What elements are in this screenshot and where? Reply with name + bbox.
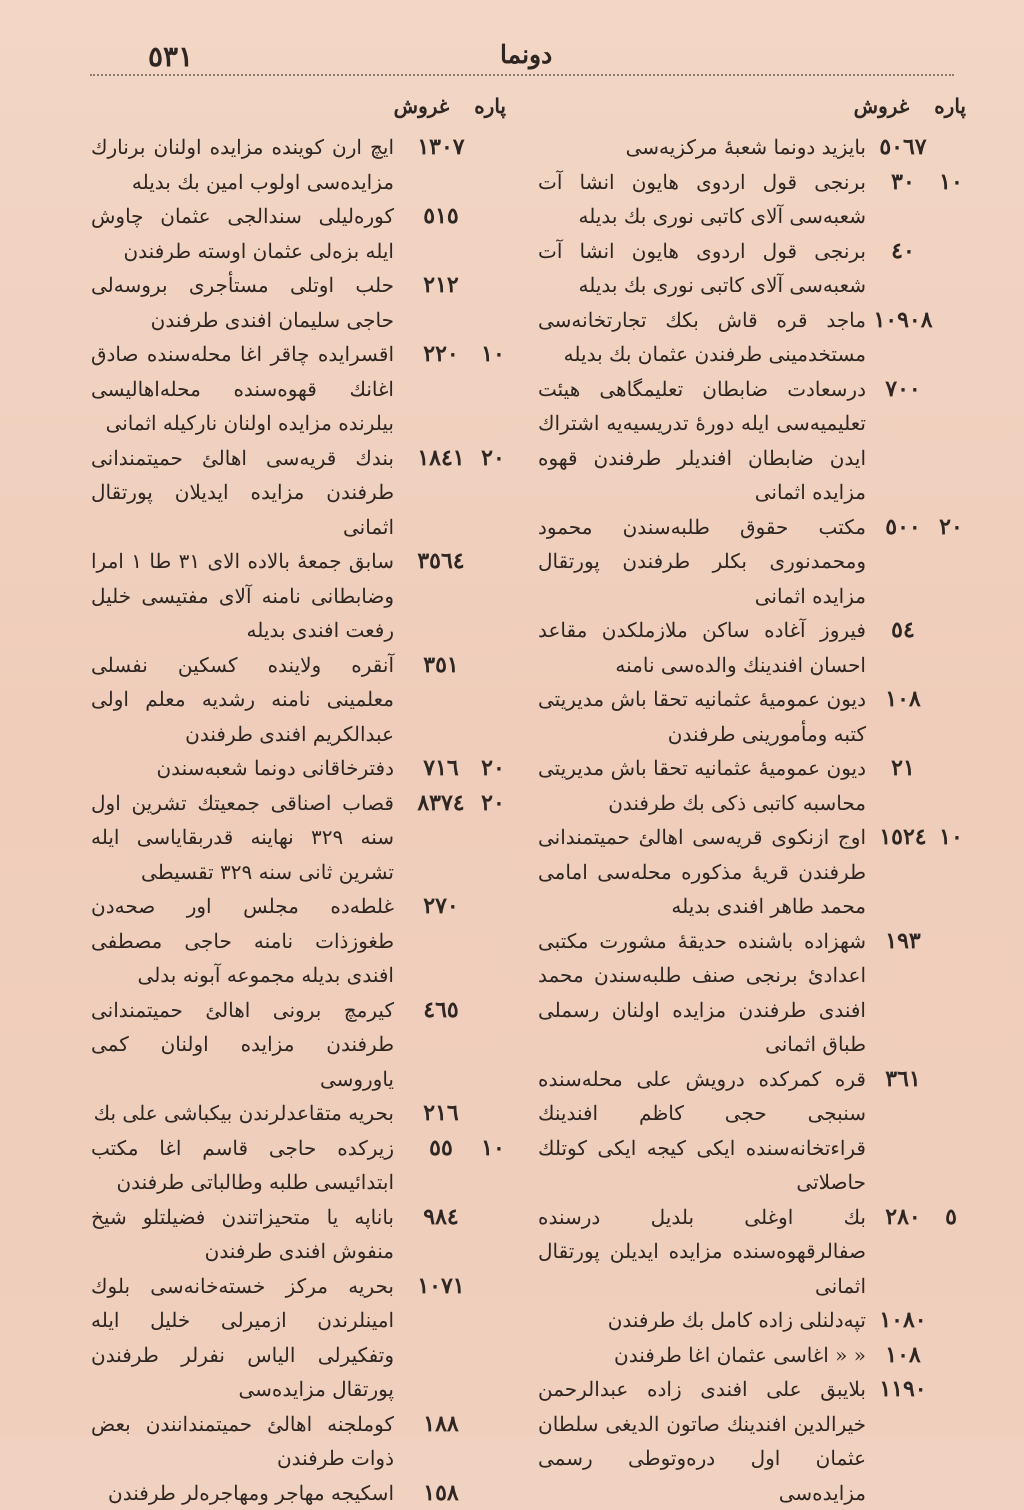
donation-entry xyxy=(538,924,966,1062)
page-header xyxy=(90,32,954,76)
donor-description: کوره‌لیلی سندالجی عثمان چاوش ایله‌ بزه‌لی عثمان اوسته طرفندن xyxy=(91,199,394,268)
kurus-amount: ٥٤ xyxy=(866,613,940,648)
kurus-amount: ٥٠٦٧ xyxy=(866,130,940,165)
kurus-amount: ١٣٠٧ xyxy=(404,130,478,165)
kurus-amount: ٢١ xyxy=(866,751,940,786)
donor-description: بحریه مرکز خسته‌خانه‌سی بلوك امینلرندن ازمیرلی خلیل ایله وتفکیرلی الیاس نفرلر طرفندن پورتقال مزایده‌سی xyxy=(91,1269,394,1407)
para-amount: ٢٠ xyxy=(480,786,506,821)
kurus-unit-label: غروش xyxy=(394,94,450,118)
entries-list xyxy=(538,130,966,1510)
donation-entry xyxy=(538,1200,966,1304)
donation-entry xyxy=(91,337,506,441)
kurus-amount: ٨٣٧٤ xyxy=(404,786,478,821)
kurus-amount: ١٠٨٠ xyxy=(866,1303,940,1338)
kurus-amount: ١٩٣ xyxy=(866,924,940,959)
kurus-amount: ٢٢٠ xyxy=(404,337,478,372)
donation-entry xyxy=(538,682,966,751)
kurus-amount: ١٠٩٠٨ xyxy=(866,303,940,338)
donation-entry xyxy=(91,1407,506,1476)
donation-entry xyxy=(91,1096,506,1131)
donation-entry xyxy=(91,268,506,337)
donor-description: دیون عمومیهٔ عثمانیه تحقا باش مدیریتی کتبه ومأمورینی طرفندن xyxy=(538,682,866,751)
donor-description: بندك قریه‌سی اهالئ حمیتمندانی طرفندن مزایده ایدیلان پورتقال اثمانی xyxy=(91,441,394,545)
donation-entry xyxy=(538,1062,966,1200)
entries-list xyxy=(91,130,506,1510)
donation-entry xyxy=(91,648,506,752)
kurus-unit-label: غروش xyxy=(854,94,910,118)
donor-description: زیرکده حاجی قاسم اغا مکتب ابتدائیسی طلبه وطالباتی طرفندن xyxy=(91,1131,394,1200)
page-number: ٥٣١ xyxy=(148,40,193,73)
donation-entry xyxy=(91,1131,506,1200)
kurus-amount: ١٠٨ xyxy=(866,1338,940,1373)
donor-description: « « اغاسی عثمان اغا طرفندن xyxy=(538,1338,866,1373)
para-amount: ٢٠ xyxy=(480,441,506,476)
donor-description: بحریه متقاعدلرندن بیکباشی علی بك xyxy=(91,1096,394,1131)
donor-description: برنجی قول اردوی هایون انشا آت شعبه‌سی آلای کاتبی نوری بك بدیله xyxy=(538,234,866,303)
kurus-amount: ٢٧٠ xyxy=(404,889,478,924)
header-divider xyxy=(90,74,954,76)
para-amount: ١٠ xyxy=(480,337,506,372)
donor-description: باناپه یا متحیزاتندن فضیلتلو شیخ منفوش افندی طرفندن xyxy=(91,1200,394,1269)
donor-description: غلطه‌ده مجلس اور صحه‌دن طغوزذات نامنه حاجی مصطفی افندی بدیله مجموعه آبونه بدلی xyxy=(91,889,394,993)
kurus-amount: ١٥٢٤ xyxy=(866,820,940,855)
donor-description: ماجد قره قاش بکك تجارتخانه‌سی مستخدمینی طرفندن عثمان بك بدیله xyxy=(538,303,866,372)
kurus-amount: ٤٠ xyxy=(866,234,940,269)
kurus-amount: ٢١٢ xyxy=(404,268,478,303)
donation-entry xyxy=(538,1372,966,1510)
donation-entry xyxy=(91,1476,506,1510)
kurus-amount: ٣٠ xyxy=(866,165,940,200)
donor-description: دفترخاقانی دونما شعبه‌سندن xyxy=(91,751,394,786)
donation-entry xyxy=(91,751,506,786)
para-unit-label: پاره xyxy=(474,94,506,118)
donation-entry xyxy=(91,130,506,199)
donor-description: اسکیجه مهاجر ومهاجرەلر طرفندن xyxy=(91,1476,394,1510)
donation-entry xyxy=(91,199,506,268)
right-column xyxy=(538,94,966,1510)
donor-description: آنقره ولاینده کسکین نفسلی معلمینی نامنه رشدیه معلم اولی عبدالکریم افندی طرفندن xyxy=(91,648,394,752)
kurus-amount: ١٠٧١ xyxy=(404,1269,478,1304)
donor-description: دیون عمومیهٔ عثمانیه تحقا باش مدیریتی محاسبه کاتبی ذکی بك طرفندن xyxy=(538,751,866,820)
kurus-amount: ٥١٥ xyxy=(404,199,478,234)
donor-description: بایزید دونما شعبهٔ مرکزیه‌سی xyxy=(538,130,866,165)
donor-description: تپه‌دلنلی زاده کامل بك طرفندن xyxy=(538,1303,866,1338)
donor-description: سابق جمعهٔ بالاده الای ٣١ طا ١ امرا وضابطانی نامنه آلای مفتیسی خلیل رفعت افندی بدیله xyxy=(91,544,394,648)
donation-entry xyxy=(538,510,966,614)
para-amount: ٢٠ xyxy=(480,751,506,786)
kurus-amount: ٣٥١ xyxy=(404,648,478,683)
kurus-amount: ١٨٨ xyxy=(404,1407,478,1442)
column-header xyxy=(91,94,506,130)
donor-description: اقسرایده چاقر اغا محله‌سنده صادق اغانك قهوه‌سنده محله‌اهالیسی بیلرنده مزایده اولنان نارکیله اثمانی xyxy=(91,337,394,441)
donor-description: فیروز آغاده ساکن ملازملکدن مقاعد احسان افندینك والده‌سی نامنه xyxy=(538,613,866,682)
column-header xyxy=(538,94,966,130)
para-amount: ٥ xyxy=(938,1200,964,1235)
donor-description: کیرمچ برونی اهالئ حمیتمندانی طرفندن مزایده اولنان کمی یاوروسی xyxy=(91,993,394,1097)
donor-description: قصاب اصناقی جمعیتك تشرین اول سنه ٣٢٩ نهاینه قدربقایاسی ایله تشرین ثانی سنه ٣٢٩ تقسیطی xyxy=(91,786,394,890)
para-unit-label: پاره xyxy=(934,94,966,118)
para-amount: ١٠ xyxy=(480,1131,506,1166)
left-column xyxy=(91,94,506,1510)
donation-entry xyxy=(538,1303,966,1338)
donor-description: بك اوغلی بلدیل درسنده صفالرقهوه‌سنده مزایده ایدیلن پورتقال اثمانی xyxy=(538,1200,866,1304)
donation-entry xyxy=(91,544,506,648)
donation-entry xyxy=(91,786,506,890)
kurus-amount: ١٥٨ xyxy=(404,1476,478,1510)
kurus-amount: ٧١٦ xyxy=(404,751,478,786)
kurus-amount: ٣٦١ xyxy=(866,1062,940,1097)
donor-description: ایچ ارن کوینده مزایده اولنان برنارك مزایده‌سی اولوب امین بك بدیله xyxy=(91,130,394,199)
donation-entry xyxy=(538,820,966,924)
donor-description: قره کمرکده درویش علی محله‌سنده سنبجی حجی کاظم افندینك قراءتخانه‌سنده ایکی کیجه ایکی کوتلك حاصلاتی xyxy=(538,1062,866,1200)
donation-entry xyxy=(91,889,506,993)
kurus-amount: ٤٦٥ xyxy=(404,993,478,1028)
donation-entry xyxy=(538,165,966,234)
donation-entry xyxy=(538,1338,966,1373)
donor-description: بلایبق علی افندی زاده عبدالرحمن خیرالدین افندینك صاتون الدیغی سلطان عثمان اول دره‌وتوطی رسمی مزایده‌سی xyxy=(538,1372,866,1510)
donation-entry xyxy=(91,1269,506,1407)
donor-description: برنجی قول اردوی هایون انشا آت شعبه‌سی آلای کاتبی نوری بك بدیله xyxy=(538,165,866,234)
kurus-amount: ٢٨٠ xyxy=(866,1200,940,1235)
running-title: دونما xyxy=(500,40,552,69)
donor-description: کوملجنه اهالئ حمیتمندانندن بعض ذوات طرفندن xyxy=(91,1407,394,1476)
donor-description: درسعادت ضابطان تعلیمگاهی هیئت تعلیمیه‌سی ایله دورهٔ تدریسیه‌یه اشتراك ایدن ضابطان افندیلر طرفندن قهوه مزایده اثمانی xyxy=(538,372,866,510)
donation-entry xyxy=(538,234,966,303)
donation-entry xyxy=(91,441,506,545)
kurus-amount: ١١٩٠ xyxy=(866,1372,940,1407)
donation-entry xyxy=(91,993,506,1097)
kurus-amount: ٥٥ xyxy=(404,1131,478,1166)
donor-description: شهزاده باشنده حدیقهٔ مشورت مکتبی اعدادیٔ برنجی صنف طلبه‌سندن محمد افندی طرفندن مزایده اولنان رسملی طباق اثمانی xyxy=(538,924,866,1062)
donor-description: حلب اوتلی مستأجری بروسه‌لی حاجی سلیمان افندی طرفندن xyxy=(91,268,394,337)
kurus-amount: ٧٠٠ xyxy=(866,372,940,407)
kurus-amount: ٩٨٤ xyxy=(404,1200,478,1235)
donation-entry xyxy=(91,1200,506,1269)
kurus-amount: ١٨٤١ xyxy=(404,441,478,476)
kurus-amount: ٥٠٠ xyxy=(866,510,940,545)
kurus-amount: ٣٥٦٤ xyxy=(404,544,478,579)
kurus-amount: ٢١٦ xyxy=(404,1096,478,1131)
donor-description: مکتب حقوق طلبه‌سندن محمود ومحمدنوری بکلر طرفندن پورتقال مزایده اثمانی xyxy=(538,510,866,614)
kurus-amount: ١٠٨ xyxy=(866,682,940,717)
donation-entry xyxy=(538,372,966,510)
donation-entry xyxy=(538,751,966,820)
para-amount: ٢٠ xyxy=(938,510,964,545)
donor-description: اوج ازنکوی قریه‌سی اهالئ حمیتمندانی طرفندن قریهٔ مذکوره محله‌سی امامی محمد طاهر افندی بدیله xyxy=(538,820,866,924)
donation-entry xyxy=(538,130,966,165)
donation-entry xyxy=(538,613,966,682)
para-amount: ١٠ xyxy=(938,165,964,200)
donation-entry xyxy=(538,303,966,372)
para-amount: ١٠ xyxy=(938,820,964,855)
